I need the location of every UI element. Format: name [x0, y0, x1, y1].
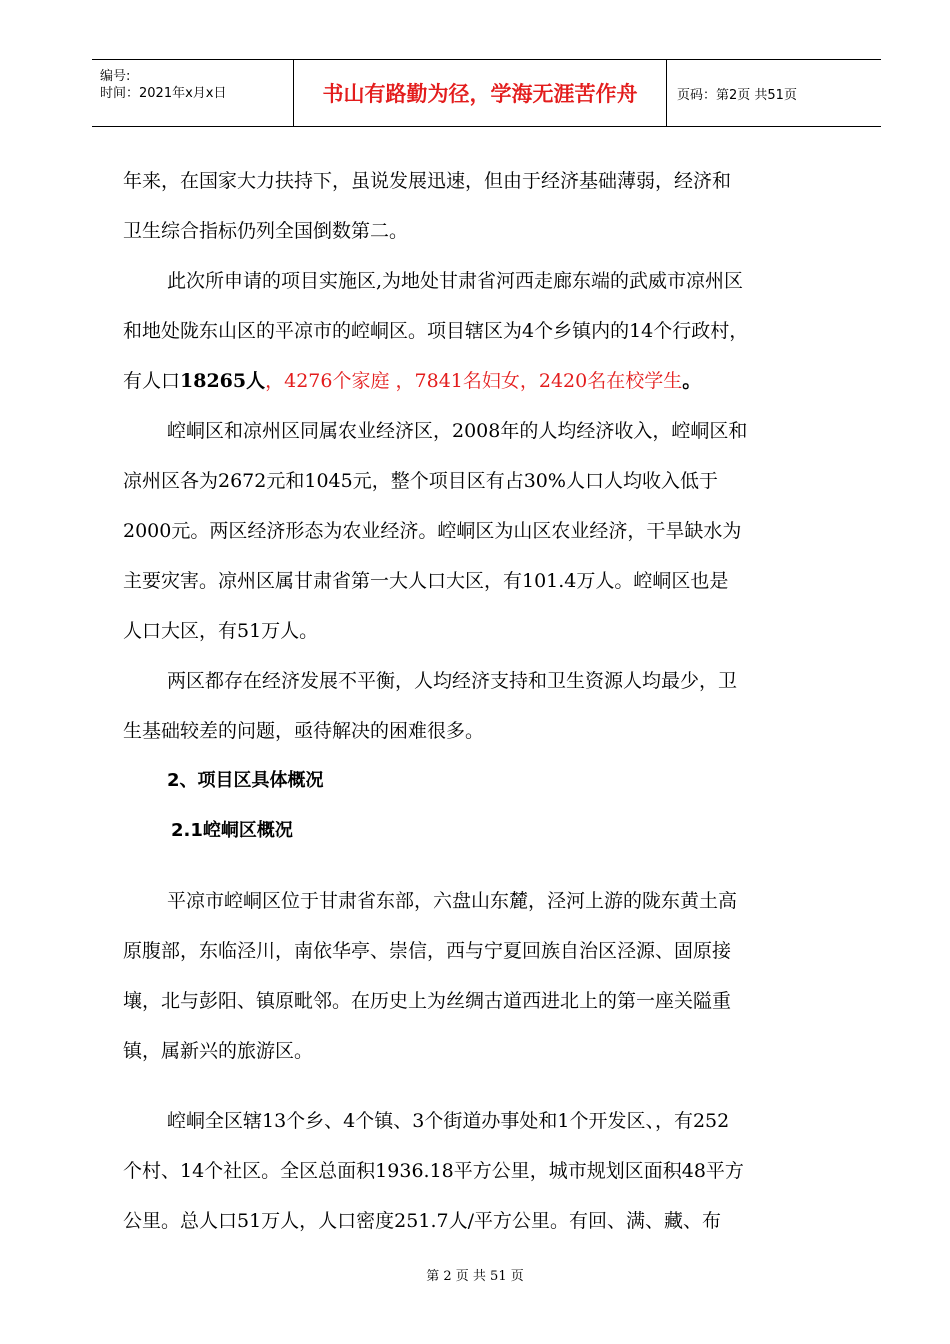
spacer	[123, 856, 851, 876]
paragraph-line: 平凉市崆峒区位于甘肃省东部，六盘山东麓，泾河上游的陇东黄土高	[167, 890, 738, 912]
paragraph-line-mixed	[123, 356, 851, 406]
paragraph-line: 崆峒全区辖13个乡、4个镇、3个街道办事处和1个开发区、，有252	[167, 1110, 730, 1132]
paragraph-line: 原腹部，东临泾川，南依华亭、崇信，西与宁夏回族自治区泾源、固原接	[123, 940, 732, 962]
time-label: 时间：2021年x月x日	[100, 86, 227, 101]
paragraph-line: 人口大区，有51万人。	[123, 620, 319, 642]
page-footer	[0, 1265, 950, 1284]
number-label: 编号:	[100, 69, 131, 84]
paragraph-line: 凉州区各为2672元和1045元，整个项目区有占30%人口人均收入低于	[123, 470, 718, 492]
highlighted-stats: ，4276个家庭 ，7841名妇女，2420名在校学生	[265, 370, 683, 392]
paragraph-line: 2000元。两区经济形态为农业经济。崆峒区为山区农业经济，干旱缺水为	[123, 520, 742, 542]
paragraph-line: 两区都存在经济发展不平衡，人均经济支持和卫生资源人均最少，卫	[167, 670, 738, 692]
text-span: 。	[682, 370, 702, 392]
paragraph-line: 主要灾害。凉州区属甘肃省第一大人口大区，有101.4万人。崆峒区也是	[123, 570, 729, 592]
paragraph-line: 年来，在国家大力扶持下，虽说发展迅速，但由于经济基础薄弱，经济和	[123, 170, 732, 192]
page-header	[92, 59, 881, 127]
header-motto: 书山有路勤为径，学海无涯苦作舟	[322, 82, 638, 106]
header-motto-cell	[294, 60, 667, 126]
population-figure: 18265人	[180, 370, 266, 392]
paragraph-line: 壤，北与彭阳、镇原毗邻。在历史上为丝绸古道西进北上的第一座关隘重	[123, 990, 732, 1012]
paragraph-line: 和地处陇东山区的平凉市的崆峒区。项目辖区为4个乡镇内的14个行政村，	[123, 320, 749, 342]
paragraph-line: 个村、14个社区。全区总面积1936.18平方公里，城市规划区面积48平方	[123, 1160, 744, 1182]
footer-page-number: 第 2 页 共 51 页	[426, 1269, 524, 1284]
paragraph-line: 镇，属新兴的旅游区。	[123, 1040, 314, 1062]
paragraph-line: 此次所申请的项目实施区,为地处甘肃省河西走廊东端的武威市凉州区	[167, 270, 744, 292]
paragraph-line: 卫生综合指标仍列全国倒数第二。	[123, 220, 409, 242]
spacer	[123, 1076, 851, 1096]
document-body	[123, 156, 851, 1246]
section-heading: 2、项目区具体概况	[167, 770, 324, 791]
header-page-info	[667, 60, 881, 126]
text-span: 有人口	[123, 370, 181, 392]
page-info-text: 页码：第2页 共51页	[677, 87, 797, 103]
paragraph-line: 公里。总人口51万人，人口密度251.7人/平方公里。有回、满、藏、布	[123, 1210, 721, 1232]
subsection-heading: 2.1崆峒区概况	[171, 820, 293, 841]
header-meta	[92, 60, 294, 126]
paragraph-line: 生基础较差的问题，亟待解决的困难很多。	[123, 720, 485, 742]
paragraph-line: 崆峒区和凉州区同属农业经济区，2008年的人均经济收入，崆峒区和	[167, 420, 748, 442]
